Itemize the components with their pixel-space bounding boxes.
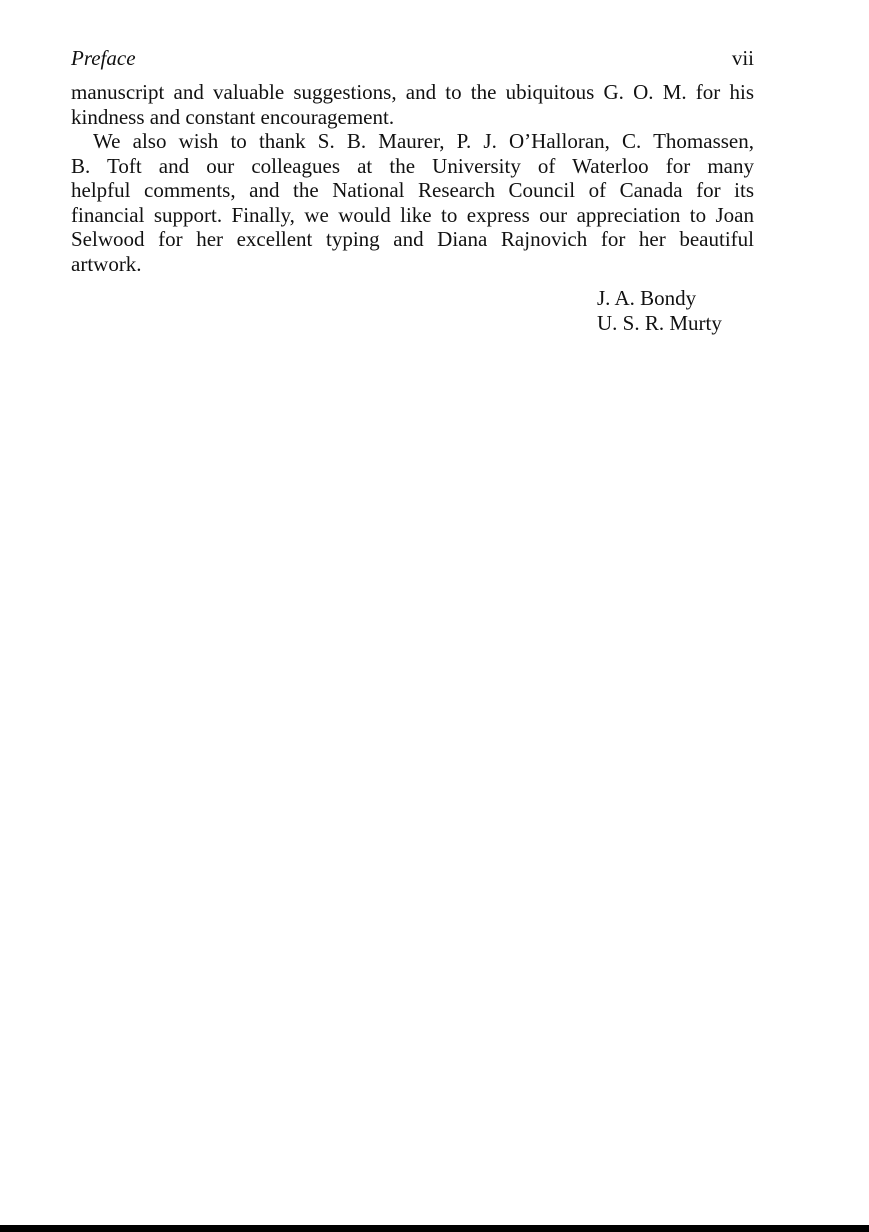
scan-bottom-edge bbox=[0, 1225, 869, 1232]
running-title: Preface bbox=[71, 46, 136, 70]
author-signature: U. S. R. Murty bbox=[597, 311, 722, 335]
text-line: B. Toft and our colleagues at the University of Waterloo for many bbox=[71, 153, 754, 178]
text-line: Selwood for her excellent typing and Diana Rajnovich for her beautiful bbox=[71, 227, 754, 251]
page-number: vii bbox=[731, 46, 754, 70]
text-line: kindness and constant encouragement. bbox=[71, 104, 395, 129]
author-signature: J. A. Bondy bbox=[597, 286, 697, 310]
text-line: helpful comments, and the National Research Council of Canada for its bbox=[71, 178, 754, 202]
text-line: artwork. bbox=[71, 251, 142, 276]
preface-text bbox=[71, 80, 754, 276]
text-line: manuscript and valuable suggestions, and to the ubiquitous G. O. M. for his bbox=[71, 80, 754, 104]
text-line: financial support. Finally, we would like to express our appreciation to Joan bbox=[71, 202, 754, 227]
running-head bbox=[71, 44, 754, 72]
signature-block bbox=[597, 286, 722, 336]
text-line: We also wish to thank S. B. Maurer, P. J. O’Halloran, C. Thomassen, bbox=[93, 129, 754, 153]
